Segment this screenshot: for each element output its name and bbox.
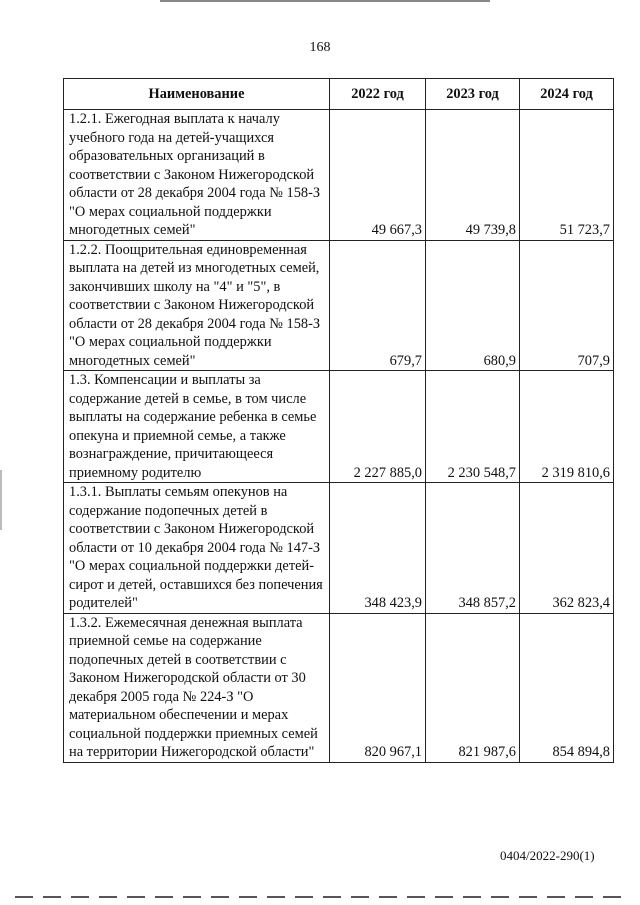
row-name: 1.2.2. Поощрительная единовременная выплата на детей из многодетных семей, закончивших школу на "4" и "5", в соответствии с Законом Нижегородской области от 28 декабря 2004 года № 158-З "О мерах социальной поддержки многодетных семей" [64, 240, 330, 371]
value-2022: 348 423,9 [330, 483, 426, 614]
row-name: 1.3.1. Выплаты семьям опекунов на содержание подопечных детей в соответствии с Законом Нижегородской области от 10 декабря 2004 года № 147-З "О мерах социальной поддержки детей-сирот и детей, оставшихся без попечения родителей" [64, 483, 330, 614]
value-2024: 854 894,8 [520, 613, 614, 762]
table-header-row [64, 79, 614, 110]
row-name: 1.2.1. Ежегодная выплата к началу учебного года на детей-учащихся образовательных организаций в соответствии с Законом Нижегородской области от 28 декабря 2004 года № 158-З "О мерах социальной поддержки многодетных семей" [64, 110, 330, 241]
scan-edge-mark [0, 470, 2, 530]
document-number: 0404/2022-290(1) [500, 848, 595, 863]
header-2023: 2023 год [426, 79, 520, 110]
table-row [64, 371, 614, 483]
table-row [64, 110, 614, 241]
value-2023: 348 857,2 [426, 483, 520, 614]
table-row [64, 483, 614, 614]
row-name: 1.3. Компенсации и выплаты за содержание детей в семье, в том числе выплаты на содержание ребенка в семье опекуна и приемной семье, а также вознаграждение, причитающееся приемному родителю [64, 371, 330, 483]
value-2022: 2 227 885,0 [330, 371, 426, 483]
value-2022: 820 967,1 [330, 613, 426, 762]
value-2023: 2 230 548,7 [426, 371, 520, 483]
value-2023: 49 739,8 [426, 110, 520, 241]
value-2023: 821 987,6 [426, 613, 520, 762]
header-2024: 2024 год [520, 79, 614, 110]
header-2022: 2022 год [330, 79, 426, 110]
value-2022: 679,7 [330, 240, 426, 371]
scan-edge-line [160, 0, 490, 2]
table-row [64, 240, 614, 371]
value-2024: 51 723,7 [520, 110, 614, 241]
value-2024: 362 823,4 [520, 483, 614, 614]
value-2022: 49 667,3 [330, 110, 426, 241]
row-name: 1.3.2. Ежемесячная денежная выплата приемной семье на содержание подопечных детей в соответствии с Законом Нижегородской области от 30 декабря 2005 года № 224-З "О материальном обеспечении и мерах социальной поддержки приемных семей на территории Нижегородской области" [64, 613, 330, 762]
table-row [64, 613, 614, 762]
value-2024: 707,9 [520, 240, 614, 371]
value-2023: 680,9 [426, 240, 520, 371]
page-number: 168 [309, 40, 331, 55]
header-name: Наименование [64, 79, 330, 110]
budget-table [63, 78, 614, 763]
scan-bottom-edge [15, 896, 625, 898]
value-2024: 2 319 810,6 [520, 371, 614, 483]
